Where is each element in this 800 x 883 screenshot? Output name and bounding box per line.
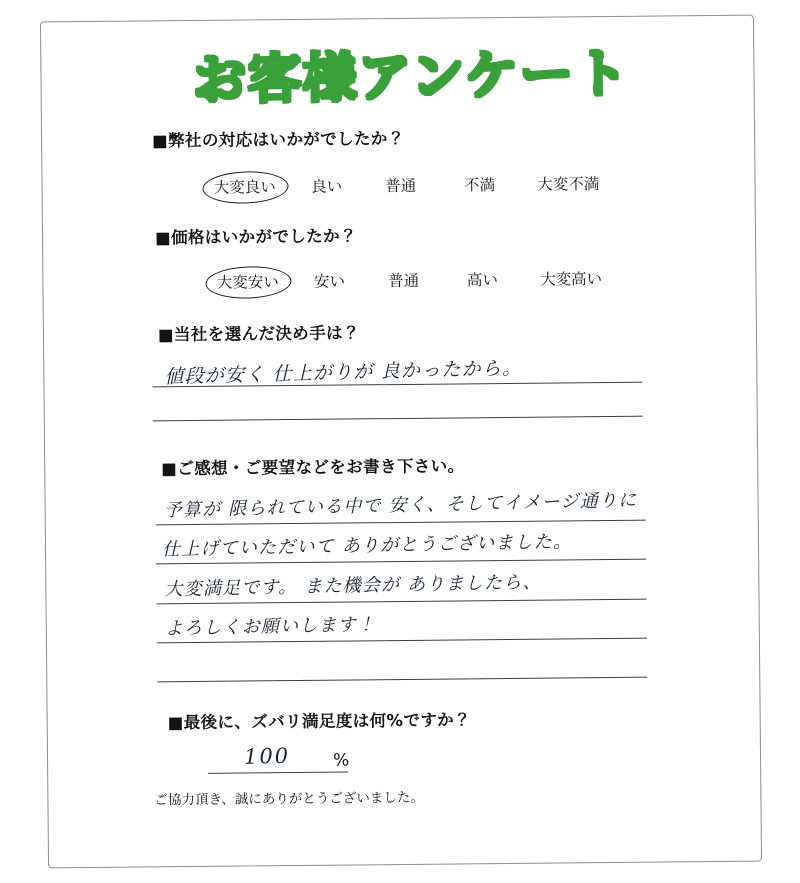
percent-sign-label: %	[332, 750, 350, 771]
option-price-4-label: 高い	[466, 271, 499, 290]
answer-text-comments-3: 大変満足です。 また機会が ありましたら、	[164, 571, 542, 601]
option-service-2-label: 良い	[311, 177, 343, 196]
question-label-comments: ■ご感想・ご要望などをお書き下さい。	[161, 456, 465, 479]
option-price-4[interactable]	[443, 268, 522, 291]
question-label-satisfaction: ■最後に、ズバリ満足度は何%ですか？	[167, 710, 472, 733]
option-row-service	[197, 172, 617, 198]
closing-note: ご協力頂き、誠にありがとうございました。	[154, 789, 424, 809]
question-label-service: ■弊社の対応はいかがでしたか？	[152, 128, 405, 151]
option-service-1[interactable]	[197, 175, 292, 198]
question-label-price: ■価格はいかがでしたか？	[154, 226, 358, 248]
option-price-2-label: 安い	[314, 272, 346, 291]
option-service-2[interactable]	[292, 174, 361, 197]
answer-line-comments-5	[157, 677, 647, 683]
option-price-3[interactable]	[364, 269, 443, 292]
option-service-3-label: 普通	[385, 176, 417, 196]
answer-line-satisfaction	[208, 772, 348, 774]
option-service-4[interactable]	[440, 173, 519, 196]
option-service-4-label: 不満	[463, 176, 496, 195]
option-service-1-label: 大変良い	[213, 178, 276, 197]
answer-text-comments-1: 予算が 限られている中で 安く、そしてイメージ通りに	[163, 489, 638, 522]
option-service-5-label: 大変不満	[537, 175, 600, 194]
page-title: お客様アンケート	[192, 43, 631, 112]
option-price-5[interactable]	[522, 267, 621, 290]
option-price-1[interactable]	[200, 270, 295, 293]
answer-text-comments-2: 仕上げていただいて ありがとうございました。	[161, 531, 573, 561]
option-service-5[interactable]	[519, 172, 618, 195]
answer-text-comments-4: よろしくお願いします！	[164, 614, 377, 640]
option-service-3[interactable]	[361, 174, 440, 197]
answer-line-reason-2	[153, 416, 643, 422]
option-price-2[interactable]	[295, 269, 364, 292]
answer-text-satisfaction: 100	[243, 743, 291, 769]
option-price-3-label: 普通	[387, 271, 420, 291]
answer-text-reason-1: 値段が安く 仕上がりが 良かったから。	[164, 357, 523, 389]
questionnaire-sheet	[40, 15, 762, 869]
question-label-reason: ■当社を選んだ決め手は？	[157, 323, 360, 345]
option-price-5-label: 大変高い	[540, 270, 603, 289]
paper-inner	[41, 16, 761, 868]
option-row-price	[200, 267, 620, 293]
option-price-1-label: 大変安い	[216, 273, 279, 292]
